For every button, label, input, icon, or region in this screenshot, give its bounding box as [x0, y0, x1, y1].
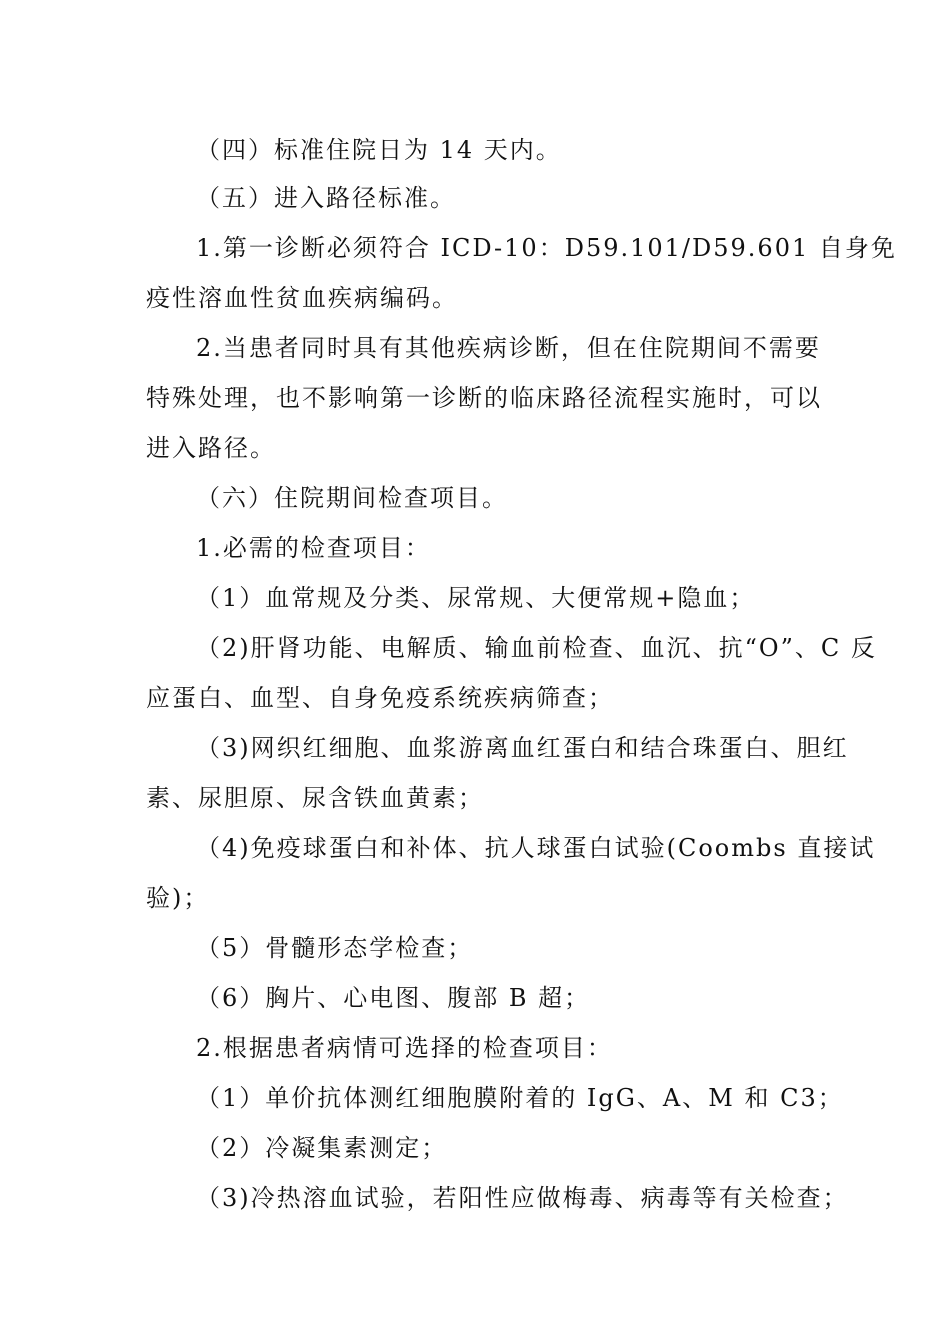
- paragraph-line: （6）胸片、心电图、腹部 B 超；: [196, 984, 591, 1012]
- paragraph-line: 2.当患者同时具有其他疾病诊断，但在住院期间不需要: [196, 334, 821, 362]
- paragraph-line: （5）骨髓形态学检查；: [196, 934, 474, 962]
- paragraph-line: （1）单价抗体测红细胞膜附着的 IgG、A、M 和 C3；: [196, 1084, 844, 1112]
- paragraph-line: （4)免疫球蛋白和补体、抗人球蛋白试验(Coombs 直接试: [196, 834, 876, 862]
- paragraph-line: 特殊处理，也不影响第一诊断的临床路径流程实施时，可以: [146, 384, 822, 412]
- paragraph-line: 进入路径。: [146, 434, 276, 462]
- paragraph-line: 疫性溶血性贫血疾病编码。: [146, 284, 458, 312]
- paragraph-line: 1.第一诊断必须符合 ICD-10：D59.101/D59.601 自身免: [196, 234, 897, 262]
- paragraph-line: （3)网织红细胞、血浆游离血红蛋白和结合珠蛋白、胆红: [196, 734, 849, 762]
- paragraph-line: 1.必需的检查项目：: [196, 534, 431, 562]
- paragraph-line: 应蛋白、血型、自身免疫系统疾病筛查；: [146, 684, 614, 712]
- paragraph-line: （五）进入路径标准。: [196, 184, 456, 212]
- paragraph-line: （1）血常规及分类、尿常规、大便常规+隐血；: [196, 584, 756, 612]
- paragraph-line: 素、尿胆原、尿含铁血黄素；: [146, 784, 484, 812]
- paragraph-line: （2）冷凝集素测定；: [196, 1134, 448, 1162]
- paragraph-line: （六）住院期间检查项目。: [196, 484, 508, 512]
- paragraph-line: （3)冷热溶血试验，若阳性应做梅毒、病毒等有关检查；: [196, 1184, 849, 1212]
- paragraph-line: （2)肝肾功能、电解质、输血前检查、血沉、抗“O”、C 反: [196, 634, 877, 662]
- paragraph-line: 验)；: [146, 884, 210, 912]
- paragraph-line: （四）标准住院日为 14 天内。: [196, 136, 562, 164]
- paragraph-line: 2.根据患者病情可选择的检查项目：: [196, 1034, 613, 1062]
